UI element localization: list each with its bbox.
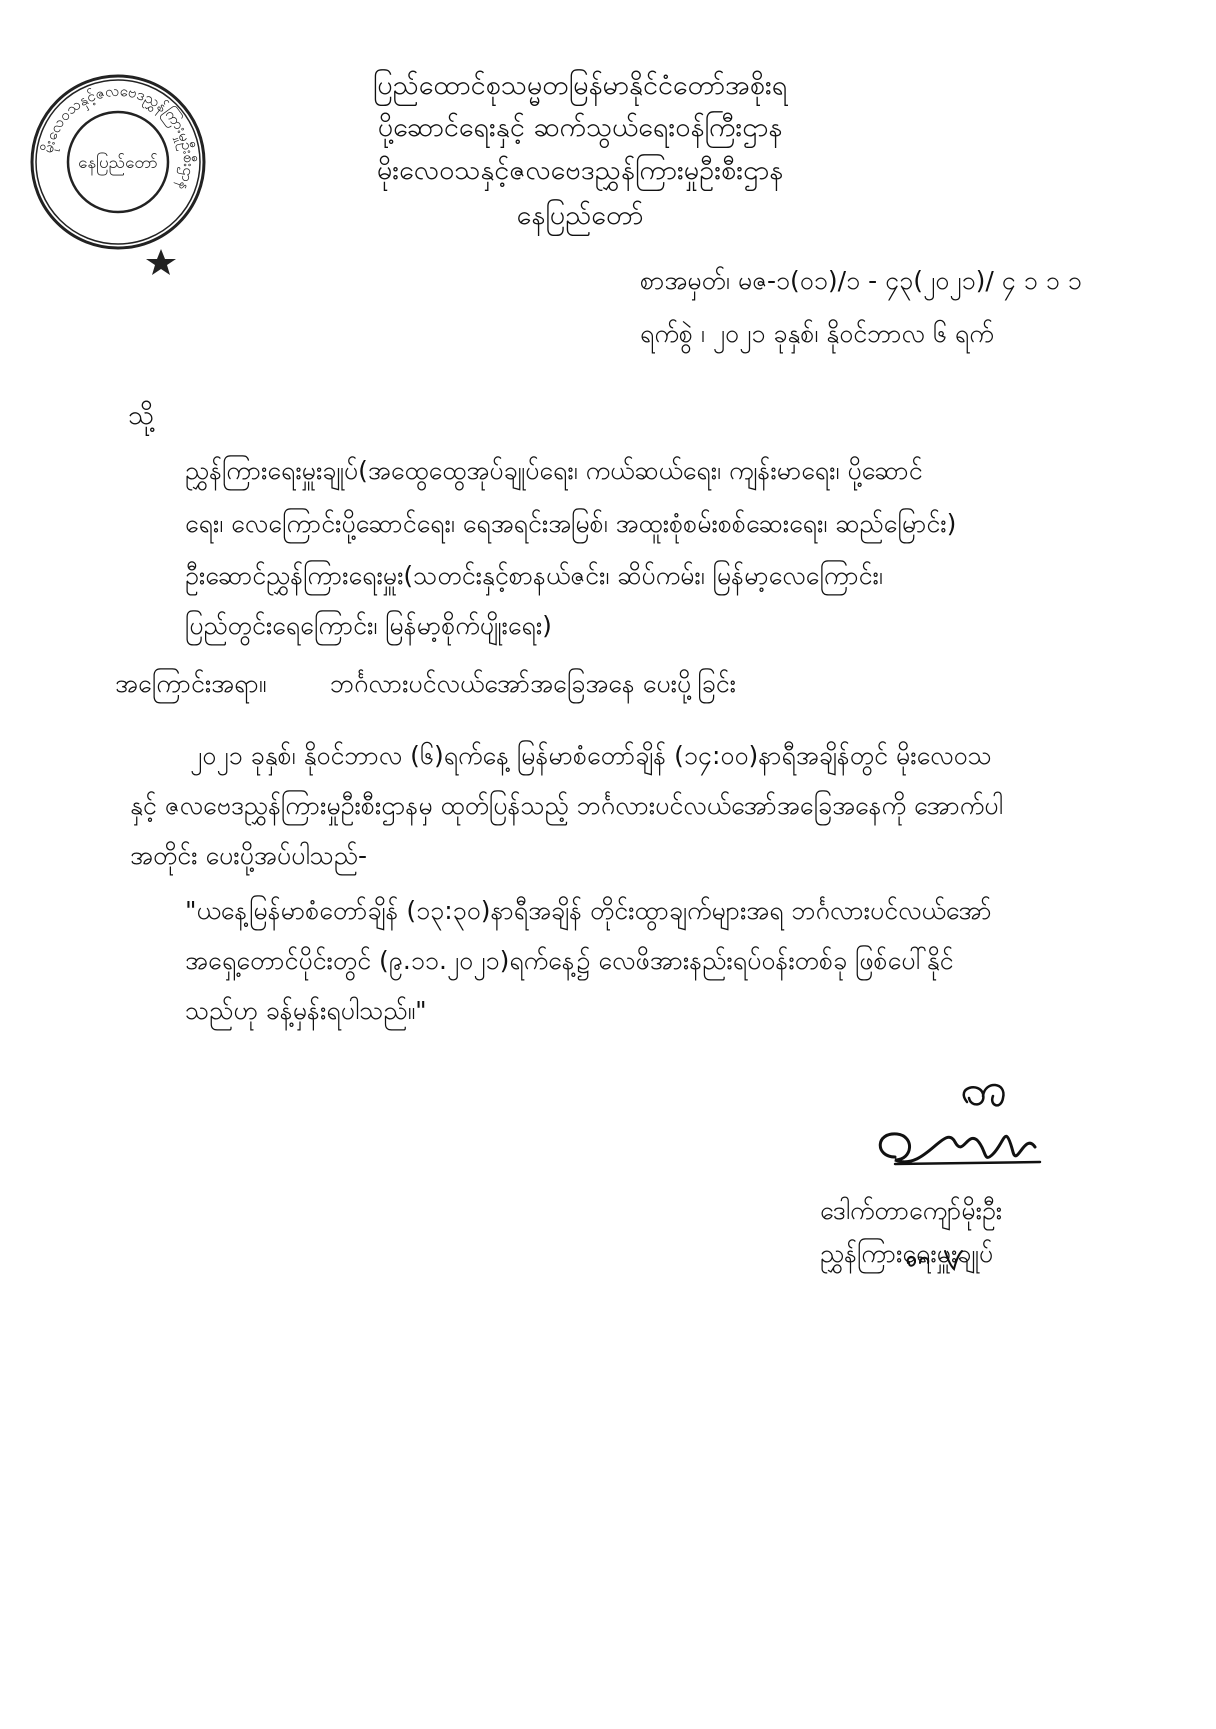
header-location: နေပြည်တော် [516, 200, 644, 231]
seal-emblem-icon [28, 22, 208, 302]
recipient-line: ရေး၊ လေကြောင်းပို့ဆောင်ရေး၊ ရေအရင်းအမြစ်၊ အထူးစုံစမ်းစစ်ဆေးရေး၊ ဆည်မြောင်း) [185, 509, 957, 538]
subject-label: အကြောင်းအရာ။ [115, 669, 267, 698]
body-line: နှင့် ဇလဗေဒညွှန်ကြားမှုဦးစီးဌာနမှ ထုတ်ပြန်သည့် ဘင်္ဂလားပင်လယ်အော်အခြေအနေကို အောက်ပါ [130, 791, 1003, 820]
seal-center-text: နေပြည်တော် [78, 153, 158, 173]
official-seal [28, 22, 208, 302]
letter-date: ရက်စွဲ ၊ ၂၀၂၁ ခုနှစ်၊ နိုဝင်ဘာလ ၆ ရက် [640, 319, 994, 348]
body-line: အတိုင်း ပေးပို့အပ်ပါသည်- [130, 841, 368, 870]
header-ministry: ပို့ဆောင်ရေးနှင့် ဆက်သွယ်ရေးဝန်ကြီးဌာန [377, 112, 783, 143]
star-icon [146, 249, 176, 275]
subject-text: ဘင်္ဂလားပင်လယ်အော်အခြေအနေ ပေးပို့ခြင်း [330, 669, 736, 698]
header-government: ပြည်ထောင်စုသမ္မတမြန်မာနိုင်ငံတော်အစိုးရ [372, 70, 788, 101]
initials-icon [900, 1245, 980, 1273]
quote-line: သည်ဟု ခန့်မှန်းရပါသည်။" [185, 996, 427, 1025]
signatory-title: ညွှန်ကြားရေးမှူးချုပ် [820, 1239, 994, 1268]
to-label: သို့ [128, 400, 155, 431]
handwritten-initials [900, 1245, 980, 1273]
quote-line: "ယနေ့မြန်မာစံတော်ချိန် (၁၃:၃၀)နာရီအချိန် တိုင်းထွာချက်များအရ ဘင်္ဂလားပင်လယ်အော် [185, 896, 992, 925]
quote-line: အရှေ့တောင်ပိုင်းတွင် (၉.၁၁.၂၀၂၁)ရက်နေ့၌ လေဖိအားနည်းရပ်ဝန်းတစ်ခု ဖြစ်ပေါ်နိုင် [185, 946, 954, 975]
recipient-line: ဦးဆောင်ညွှန်ကြားရေးမှူး(သတင်းနှင့်စာနယ်ဇင်း၊ ဆိပ်ကမ်း၊ မြန်မာ့လေကြောင်း၊ [185, 561, 883, 590]
signature-icon [855, 1062, 1045, 1192]
body-line: ၂၀၂၁ ခုနှစ်၊ နိုဝင်ဘာလ (၆)ရက်နေ့ မြန်မာစံတော်ချိန် (၁၄:၀၀)နာရီအချိန်တွင် မိုးလေဝသ [190, 741, 992, 770]
seal-ring-text: မိုးလေဝသနှင့်ဇလဗေဒညွှန်ကြားမှုဦးစီးဌာန [38, 81, 199, 194]
letter-number: စာအမှတ်၊ မဇ-၁(၀၁)/၁ - ၄၃(၂၀၂၁)/ ၄ ၁ ၁ ၁ [640, 266, 1082, 295]
handwritten-signature [855, 1062, 1045, 1192]
header-department: မိုးလေဝသနှင့်ဇလဗေဒညွှန်ကြားမှုဦးစီးဌာန [376, 155, 784, 186]
recipient-line: ပြည်တွင်းရေကြောင်း၊ မြန်မာ့စိုက်ပျိုးရေး) [185, 611, 552, 640]
recipient-line: ညွှန်ကြားရေးမှူးချုပ်(အထွေထွေအုပ်ချုပ်ရေး၊ ကယ်ဆယ်ရေး၊ ကျန်းမာရေး၊ ပို့ဆောင် [185, 456, 923, 485]
signatory-name: ဒေါက်တာကျော်မိုးဦး [820, 1196, 1003, 1225]
